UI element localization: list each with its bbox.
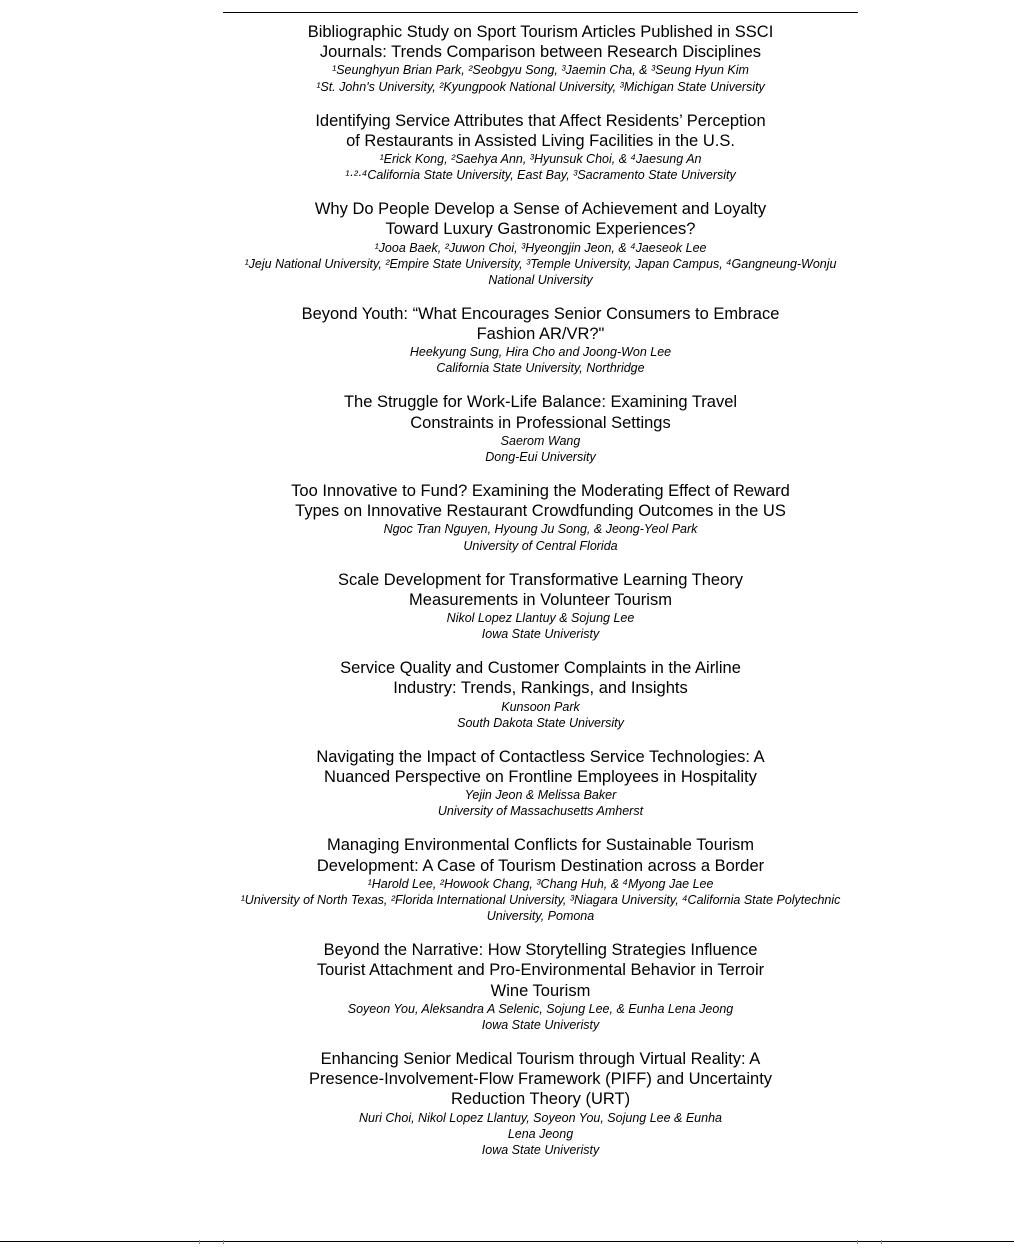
paper-affiliation: Iowa State Univeristy — [481, 627, 600, 642]
paper-authors: Heekyung Sung, Hira Cho and Joong-Won Lee — [409, 345, 672, 360]
paper-affiliation: Iowa State Univeristy — [481, 1142, 600, 1157]
paper-authors: Ngoc Tran Nguyen, Hyoung Ju Song, & Jeong-Yeol Park — [383, 522, 698, 537]
paper-affiliation: California State University, Northridge — [436, 361, 645, 376]
paper-authors: Soyeon You, Aleksandra A Selenic, Sojung Lee, & Eunha Lena Jeong — [347, 1001, 734, 1016]
paper-entry — [223, 835, 858, 924]
paper-authors: ¹Erick Kong, ²Saehya Ann, ³Hyunsuk Choi, & ⁴Jaesung An — [379, 152, 702, 166]
paper-affiliation: Dong-Eui University — [485, 449, 596, 464]
paper-entry — [223, 304, 858, 377]
paper-title: Managing Environmental Conflicts for Sustainable Tourism Development: A Case of Tourism Destination across a Border — [316, 836, 765, 875]
table-border-tick — [199, 1240, 200, 1244]
paper-entry — [223, 392, 858, 465]
paper-entry — [223, 658, 858, 731]
paper-authors: ¹Seunghyun Brian Park, ²Seobgyu Song, ³Jaemin Cha, & ³Seung Hyun Kim — [332, 63, 749, 78]
paper-affiliation: ¹St. John's University, ²Kyungpook National University, ³Michigan State University — [316, 79, 765, 94]
paper-entry — [223, 22, 858, 95]
paper-authors: Nuri Choi, Nikol Lopez Llantuy, Soyeon You, Sojung Lee & Eunha Lena Jeong — [359, 1110, 722, 1141]
paper-title: Scale Development for Transformative Learning Theory Measurements in Volunteer Tourism — [337, 570, 744, 609]
table-border-tick — [223, 1240, 224, 1244]
paper-affiliation: Iowa State Univeristy — [481, 1017, 600, 1032]
paper-title: Navigating the Impact of Contactless Service Technologies: A Nuanced Perspective on Frontline Employees in Hospitality — [316, 747, 765, 787]
paper-authors: ¹Jooa Baek, ²Juwon Choi, ³Hyeongjin Jeon, & ⁴Jaeseok Lee — [374, 240, 707, 255]
paper-entry — [223, 481, 858, 554]
paper-entry — [223, 940, 858, 1033]
paper-authors: ¹Harold Lee, ²Howook Chang, ³Chang Huh, & ⁴Myong Jae Lee — [367, 876, 714, 891]
paper-title: Too Innovative to Fund? Examining the Moderating Effect of Reward Types on Innovative Restaurant Crowdfunding Outcomes in the US — [291, 482, 790, 521]
bottom-divider — [0, 1241, 1014, 1242]
paper-affiliation: ¹·²·⁴California State University, East Bay, ³Sacramento State University — [345, 168, 736, 183]
paper-affiliation: ¹Jeju National University, ²Empire State University, ³Temple University, Japan Campus, ⁴Gangneung-Wonju National University — [244, 256, 837, 287]
top-divider — [223, 12, 858, 13]
paper-affiliation: University of Central Florida — [463, 538, 618, 553]
paper-authors: Saerom Wang — [500, 433, 581, 448]
paper-title: Service Quality and Customer Complaints in the Airline Industry: Trends, Rankings, and Insights — [340, 659, 741, 698]
paper-title: Why Do People Develop a Sense of Achievement and Loyalty Toward Luxury Gastronomic Experiences? — [314, 200, 767, 239]
table-border-tick — [857, 1240, 858, 1244]
paper-title: The Struggle for Work-Life Balance: Examining Travel Constraints in Professional Settings — [343, 393, 738, 432]
paper-entry — [223, 199, 858, 288]
table-border-tick — [881, 1240, 882, 1244]
paper-list — [223, 22, 858, 1174]
paper-affiliation: ¹University of North Texas, ²Florida International University, ³Niagara University, ⁴California State Polytechnic University, Pomona — [240, 892, 841, 924]
paper-title: Bibliographic Study on Sport Tourism Articles Published in SSCI Journals: Trends Comparison between Research Disciplines — [307, 23, 774, 62]
paper-title: Beyond Youth: “What Encourages Senior Consumers to Embrace Fashion AR/VR?" — [301, 304, 780, 344]
paper-title: Enhancing Senior Medical Tourism through Virtual Reality: A Presence-Involvement-Flow Framework (PIFF) and Uncertainty Reduction Theory (URT) — [308, 1049, 773, 1109]
paper-affiliation: South Dakota State University — [457, 715, 624, 730]
paper-authors: Kunsoon Park — [501, 699, 580, 714]
paper-title: Beyond the Narrative: How Storytelling Strategies Influence Tourist Attachment and Pro-Environmental Behavior in Terroir Wine Tourism — [316, 941, 765, 1000]
paper-entry — [223, 747, 858, 820]
paper-entry — [223, 111, 858, 184]
paper-title: Identifying Service Attributes that Affect Residents’ Perception of Restaurants in Assisted Living Facilities in the U.S. — [315, 111, 766, 150]
paper-entry — [223, 1049, 858, 1158]
paper-entry — [223, 570, 858, 643]
paper-authors: Nikol Lopez Llantuy & Sojung Lee — [446, 611, 635, 626]
paper-affiliation: University of Massachusetts Amherst — [437, 804, 644, 819]
paper-authors: Yejin Jeon & Melissa Baker — [464, 788, 617, 803]
